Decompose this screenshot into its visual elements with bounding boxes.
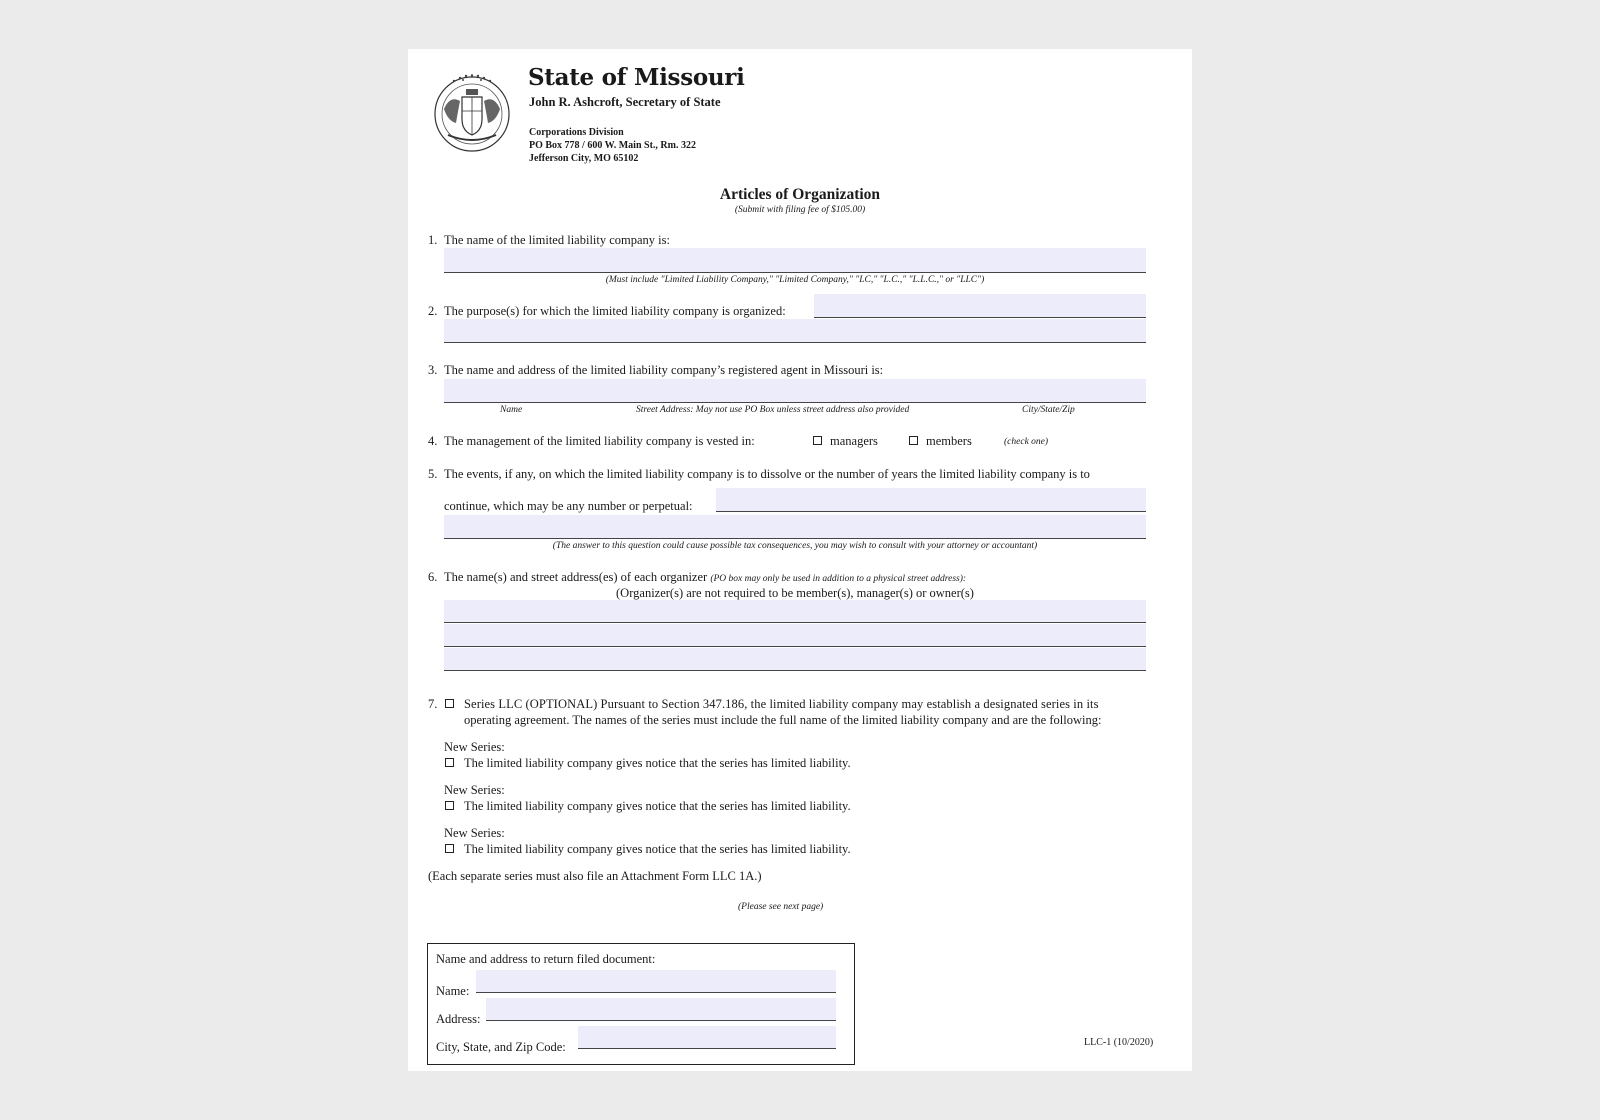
dissolution-field-line2[interactable] — [444, 515, 1146, 539]
missouri-state-seal-icon — [432, 69, 512, 159]
q5-tax-note: (The answer to this question could cause possible tax consequences, you may wish to consult with your attorney or accountant) — [552, 541, 1038, 551]
q6-number: 6. — [428, 570, 438, 584]
next-page-note: (Please see next page) — [738, 902, 824, 912]
q6-label-text: The name(s) and street address(es) of each organizer — [444, 570, 708, 584]
q1-number: 1. — [428, 233, 438, 247]
new-series-field-1[interactable] — [513, 735, 723, 753]
division-city: Jefferson City, MO 65102 — [529, 153, 639, 164]
purpose-field-line1[interactable] — [814, 294, 1146, 318]
form-id: LLC-1 (10/2020) — [1084, 1037, 1154, 1048]
q2-label: The purpose(s) for which the limited liability company is organized: — [444, 304, 786, 318]
fee-note: (Submit with filing fee of $105.00) — [734, 205, 866, 215]
q1-label: The name of the limited liability company is: — [444, 233, 670, 247]
document-page — [408, 49, 1192, 1071]
series-notice-3: The limited liability company gives notice that the series has limited liability. — [464, 842, 851, 856]
return-address-label: Address: — [436, 1012, 481, 1026]
return-name-label: Name: — [436, 984, 470, 998]
division-name: Corporations Division — [529, 127, 624, 138]
dissolution-field-line1[interactable] — [716, 488, 1146, 512]
return-box-title: Name and address to return filed document: — [436, 952, 656, 966]
series-llc-checkbox[interactable] — [445, 699, 454, 708]
managers-label: managers — [830, 434, 878, 448]
q6-label — [444, 570, 966, 585]
return-address-box — [427, 943, 855, 1065]
q7-label-line2: operating agreement. The names of the series must include the full name of the limited liability company and are the following: — [464, 713, 1102, 727]
q3-number: 3. — [428, 363, 438, 377]
q2-number: 2. — [428, 304, 438, 318]
series-notice-checkbox-2[interactable] — [445, 801, 454, 810]
secretary-of-state: John R. Ashcroft, Secretary of State — [529, 95, 721, 109]
q4-number: 4. — [428, 434, 438, 448]
purpose-field-line2[interactable] — [444, 319, 1146, 343]
q5-number: 5. — [428, 467, 438, 481]
q6-subtext: (Organizer(s) are not required to be member(s), manager(s) or owner(s) — [616, 586, 974, 600]
agent-street-label: Street Address: May not use PO Box unless street address also provided — [636, 405, 910, 415]
return-city-label: City, State, and Zip Code: — [436, 1040, 566, 1054]
llc-name-field[interactable] — [444, 248, 1146, 273]
organizer-field-line2[interactable] — [444, 624, 1146, 647]
q6-label-note: (PO box may only be used in addition to a physical street address): — [710, 574, 967, 584]
q5-label-line1: The events, if any, on which the limited liability company is to dissolve or the number of years the limited liability company is to — [444, 467, 1090, 481]
members-label: members — [926, 434, 972, 448]
division-address: PO Box 778 / 600 W. Main St., Rm. 322 — [529, 140, 696, 151]
new-series-label-1: New Series: — [444, 740, 505, 754]
new-series-label-2: New Series: — [444, 783, 505, 797]
agent-name-label: Name — [500, 405, 523, 415]
agent-city-label: City/State/Zip — [1022, 405, 1075, 415]
check-one-note: (check one) — [1004, 437, 1049, 447]
registered-agent-field[interactable] — [444, 379, 1146, 403]
managers-checkbox[interactable] — [813, 436, 822, 445]
q7-number: 7. — [428, 697, 438, 711]
q7-label-line1: Series LLC (OPTIONAL) Pursuant to Section 347.186, the limited liability company may establish a designated series in its — [464, 697, 1099, 711]
new-series-field-3[interactable] — [513, 821, 723, 839]
q1-note: (Must include "Limited Liability Company," "Limited Company," "LC," "L.C.," "L.L.C.," or "LLC") — [605, 275, 985, 285]
organizer-field-line3[interactable] — [444, 648, 1146, 671]
q4-label: The management of the limited liability company is vested in: — [444, 434, 755, 448]
return-name-field[interactable] — [476, 970, 836, 993]
series-notice-checkbox-1[interactable] — [445, 758, 454, 767]
members-checkbox[interactable] — [909, 436, 918, 445]
q5-label-line2: continue, which may be any number or perpetual: — [444, 499, 693, 513]
series-notice-checkbox-3[interactable] — [445, 844, 454, 853]
series-notice-2: The limited liability company gives notice that the series has limited liability. — [464, 799, 851, 813]
form-title: Articles of Organization — [719, 186, 881, 203]
new-series-label-3: New Series: — [444, 826, 505, 840]
series-notice-1: The limited liability company gives notice that the series has limited liability. — [464, 756, 851, 770]
return-city-field[interactable] — [578, 1026, 836, 1049]
series-attachment-note: (Each separate series must also file an Attachment Form LLC 1A.) — [428, 869, 762, 883]
state-title: State of Missouri — [528, 64, 745, 91]
new-series-field-2[interactable] — [513, 778, 723, 796]
q3-label: The name and address of the limited liability company’s registered agent in Missouri is: — [444, 363, 884, 377]
organizer-field-line1[interactable] — [444, 600, 1146, 623]
return-address-field[interactable] — [486, 998, 836, 1021]
